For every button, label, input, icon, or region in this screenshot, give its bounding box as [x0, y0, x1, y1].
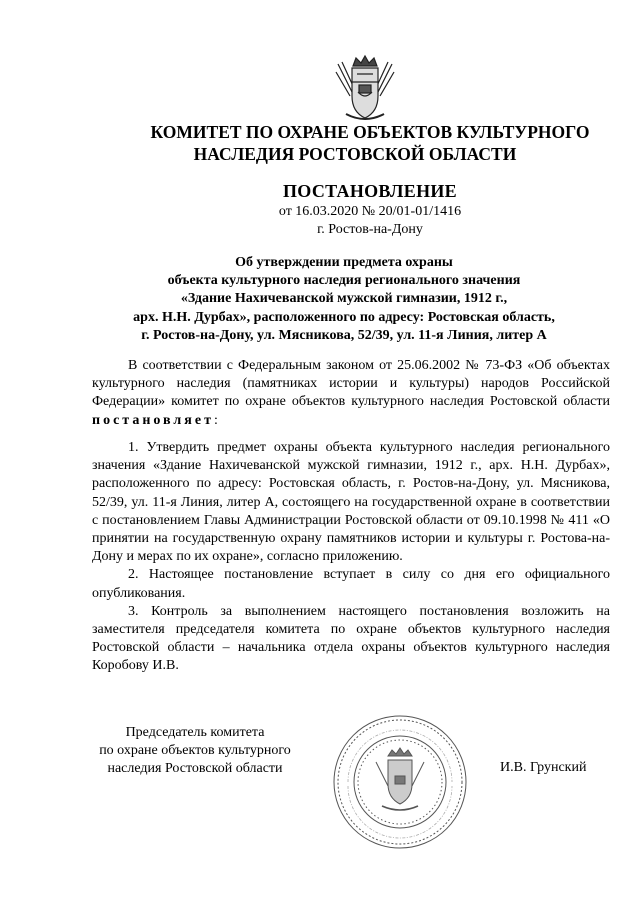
document-meta — [210, 203, 530, 239]
subject-line: Об утверждении предмета охраны — [235, 255, 453, 270]
document-subject — [94, 254, 594, 345]
signatory-title-line: наследия Ростовской области — [107, 761, 283, 776]
decree-word: постановляет — [92, 412, 214, 428]
preamble-paragraph — [92, 357, 610, 430]
subject-line: г. Ростов-на-Дону, ул. Мясникова, 52/39, ул. 11-я Линия, литер А — [141, 327, 547, 343]
operative-item: 3. Контроль за выполнением настоящего постановления возложить на заместителя председателя комитета по охране объектов культурного наследия Ростовской области – начальника отдела охраны объектов культурного наследия Коробову И.В. — [92, 603, 610, 674]
subject-line: арх. Н.Н. Дурбах», расположенного по адресу: Ростовская область, — [133, 309, 555, 325]
signatory-name: И.В. Грунский — [500, 760, 587, 775]
signatory-title — [80, 724, 310, 778]
subject-line: «Здание Нахичеванской мужской гимназии, 1912 г., — [180, 291, 508, 307]
signatory-title-line: по охране объектов культурного — [99, 743, 291, 758]
document-city: г. Ростов-на-Дону — [317, 222, 423, 237]
preamble-text: В соответствии с Федеральным законом от 25.06.2002 № 73-ФЗ «Об объектах культурного наследия (памятниках истории и культуры) народов Российской Федерации» комитет по охране объектов культурного наследия Ростовской области — [92, 358, 610, 410]
issuer-name-line2: НАСЛЕДИЯ РОСТОВСКОЙ ОБЛАСТИ — [193, 144, 517, 164]
operative-items — [92, 439, 610, 676]
subject-line: объекта культурного наследия регионального значения — [167, 273, 521, 289]
issuer-name-line1: КОМИТЕТ ПО ОХРАНЕ ОБЪЕКТОВ КУЛЬТУРНОГО — [150, 122, 590, 142]
document-type: ПОСТАНОВЛЕНИЕ — [283, 181, 457, 201]
official-seal-icon — [330, 712, 470, 852]
coat-of-arms-icon — [328, 52, 402, 126]
signatory-title-line: Председатель комитета — [125, 725, 265, 740]
operative-item: 2. Настоящее постановление вступает в силу со дня его официального опубликования. — [92, 567, 610, 601]
issuer-heading — [120, 121, 620, 165]
preamble-suffix: : — [213, 412, 218, 428]
operative-item: 1. Утвердить предмет охраны объекта культурного наследия регионального значения «Здание Нахичеванской мужской гимназии, 1912 г., арх. Н.Н. Дурбах», расположенного по адресу: Ростовская область, г. Ростов-на-Дону, ул. Мясникова, 52/39, ул. 11-я Линия, литер А, состоящего на государственной охране в соответствии с постановлением Главы Администрации Ростовской области от 09.10.1998 № 411 «О принятии на государственную охрану памятников истории и культуры г. Ростова-на-Дону и мерах по их охране», согласно приложению. — [92, 440, 610, 565]
document-date-number: от 16.03.2020 № 20/01-01/1416 — [278, 204, 462, 219]
